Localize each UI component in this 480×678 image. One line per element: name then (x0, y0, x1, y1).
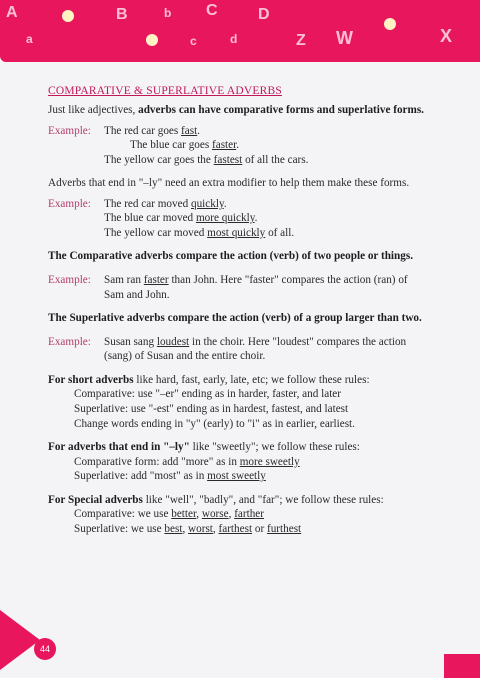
bulb-icon (384, 18, 396, 30)
banner-letter: d (230, 32, 238, 46)
text: . (223, 197, 227, 210)
text: . (236, 139, 240, 152)
corner-decoration (0, 610, 40, 670)
rule-line: Comparative: use "–er" ending as in harder, faster, and later (74, 388, 342, 401)
underlined-word: most quickly (207, 226, 266, 239)
example-line (104, 124, 472, 139)
banner-letter: c (190, 34, 197, 48)
banner-letter: Z (296, 32, 306, 49)
underlined-word: most sweetly (207, 470, 266, 483)
text: , (212, 522, 219, 535)
underlined-word: worse (201, 508, 229, 521)
text: , (228, 508, 235, 521)
underlined-word: faster (143, 274, 169, 286)
text: , (196, 508, 202, 521)
page-title: COMPARATIVE & SUPERLATIVE ADVERBS (48, 85, 282, 97)
example-4 (48, 335, 472, 364)
section-heading (48, 373, 472, 388)
text: . (197, 124, 200, 137)
underlined-word: better (171, 508, 197, 521)
text: The red car moved (104, 197, 191, 210)
short-adverbs-section (48, 373, 472, 431)
example-label: Example: (48, 124, 91, 137)
text: like "sweetly"; we follow these rules: (189, 441, 360, 454)
example-line (48, 273, 472, 288)
intro-text (48, 103, 472, 118)
bulb-icon (62, 10, 74, 22)
underlined-word: farther (234, 508, 264, 521)
example-3 (48, 273, 472, 302)
underlined-word: worst (188, 522, 213, 535)
text: like "well", "badly", and "far"; we follow these rules: (142, 493, 384, 506)
example-line (48, 335, 472, 350)
example-line (104, 211, 472, 226)
rule-line (48, 469, 472, 484)
example-line (104, 226, 472, 241)
banner-letter: W (336, 28, 353, 48)
top-banner (0, 0, 480, 62)
text: The blue car moved (104, 212, 196, 225)
underlined-word: best (164, 522, 183, 535)
text: Susan sang (104, 335, 157, 348)
rule-line (48, 507, 472, 522)
text: The blue car goes (130, 139, 213, 152)
ly-adverbs-section (48, 440, 472, 484)
text: in the choir. Here "loudest" compares the action (189, 335, 407, 348)
example-lines (104, 197, 472, 241)
example-2 (48, 197, 472, 241)
example-line: Sam and John. (104, 288, 170, 301)
underlined-word: fast (181, 124, 198, 137)
underlined-word: loudest (156, 335, 190, 348)
banner-letter: D (258, 6, 270, 23)
intro-plain: Just like adjectives, (48, 103, 139, 116)
text: The yellow car moved (104, 226, 208, 239)
underlined-word: more sweetly (239, 455, 300, 468)
example-line (104, 197, 472, 212)
intro-bold: adverbs can have comparative forms and superlative forms. (138, 103, 424, 116)
example-label: Example: (48, 274, 91, 286)
bulb-icon (146, 34, 158, 46)
example-label: Example: (48, 197, 91, 210)
banner-letter: b (164, 6, 172, 20)
superlative-rule (48, 311, 472, 326)
text: Superlative: add "most" as in (74, 470, 208, 483)
text: or (252, 522, 267, 535)
text: . (254, 212, 258, 225)
underlined-word: fastest (213, 153, 243, 166)
text: , (182, 522, 189, 535)
underlined-word: farthest (218, 522, 253, 535)
banner-letter: X (440, 26, 453, 46)
rule-line: Change words ending in "y" (early) to "i" as in earlier, earliest. (74, 417, 355, 430)
underlined-word: faster (212, 139, 237, 152)
rule-line: Superlative: use "-est" ending as in hardest, fastest, and latest (74, 402, 349, 415)
example-1 (48, 124, 472, 168)
example-line (104, 138, 472, 153)
rule-line (48, 455, 472, 470)
example-line: (sang) of Susan and the entire choir. (104, 350, 266, 363)
text: than John. Here "faster" compares the action (ran) of (168, 274, 408, 286)
rule-bold: The Comparative adverbs compare the action (verb) of two people or things. (48, 250, 414, 263)
underlined-word: more quickly (195, 212, 255, 225)
page-number: 44 (34, 638, 56, 660)
text: Sam ran (104, 274, 144, 286)
banner-letter: a (26, 32, 33, 46)
section-bold: For Special adverbs (48, 493, 143, 506)
rule-line (48, 522, 472, 537)
comparative-rule (48, 249, 472, 264)
section-bold: For short adverbs (48, 373, 134, 386)
text: The red car goes (104, 124, 182, 137)
text: Comparative: we use (74, 508, 172, 521)
banner-letter: C (206, 2, 218, 19)
corner-decoration (444, 654, 480, 678)
section-heading (48, 440, 472, 455)
text: Comparative form: add "more" as in (74, 455, 240, 468)
section-bold: For adverbs that end in "–ly" (48, 441, 190, 454)
section-heading (48, 493, 472, 508)
banner-letter: A (6, 4, 18, 21)
text: The yellow car goes the (104, 153, 214, 166)
example-label: Example: (48, 335, 91, 348)
example-lines (104, 124, 472, 168)
text: of all. (265, 226, 295, 239)
underlined-word: furthest (266, 522, 302, 535)
rule-bold: The Superlative adverbs compare the action (verb) of a group larger than two. (48, 312, 422, 325)
underlined-word: quickly (190, 197, 224, 210)
special-adverbs-section (48, 493, 472, 537)
text: like hard, fast, early, late, etc; we follow these rules: (133, 373, 370, 386)
ly-note: Adverbs that end in "–ly" need an extra modifier to help them make these forms. (48, 177, 410, 190)
example-line (104, 153, 472, 168)
banner-letter: B (116, 6, 128, 23)
text: Superlative: we use (74, 522, 165, 535)
text: of all the cars. (242, 153, 309, 166)
lesson-content (48, 84, 472, 536)
